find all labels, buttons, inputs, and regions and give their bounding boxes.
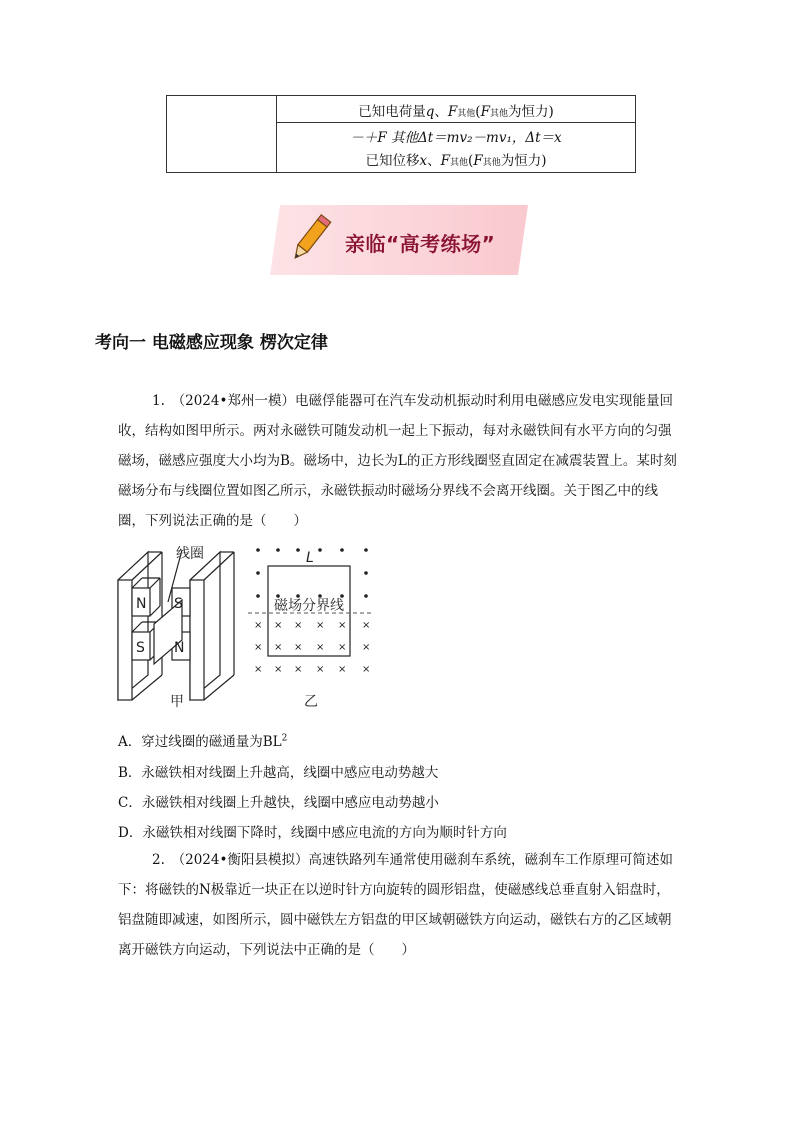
option-a: A．穿过线圈的磁通量为$BL^2$ [118,733,288,750]
svg-text:×: × [316,642,325,653]
svg-text:×: × [294,642,303,653]
field-crosses [254,620,370,675]
svg-text:×: × [274,642,283,653]
svg-text:×: × [316,664,325,675]
svg-text:×: × [362,642,371,653]
svg-text:×: × [254,620,263,631]
svg-text:×: × [294,620,303,631]
svg-text:×: × [338,620,347,631]
table-divider-horizontal [276,122,635,123]
question-1-stem: 1. （2024•郑州一模）电磁俘能器可在汽车发动机振动时利用电磁感应发电实现能量回收，结构如图甲所示。两对永磁铁可随发动机一起上下振动，每对永磁铁间有水平方向的匀强磁场，磁感应强度大小均为B。磁场中，边长为L的正方形线圈竖直固定在减震装置上。某时刻磁场分布与线圈位置如图乙所示，永磁铁振动时磁场分界线不会离开线圈。关于图乙中的线圈，下列说法正确的是（ ） [118,393,677,529]
figure-a-magnets [118,550,234,700]
question-2-stem: 2. （2024•衡阳县模拟）高速铁路列车通常使用磁刹车系统，磁刹车工作原理可简述如下：将磁铁的N极靠近一块正在以逆时针方向旋转的圆形铝盘，使磁感线总垂直射入铝盘时，铝盘随即减速，如图所示，圆中磁铁左方铝盘的甲区域朝磁铁方向运动，磁铁右方的乙区域朝离开磁铁方向运动，下列说法中正确的是（ ） [118,852,673,958]
section-heading: 考向一 电磁感应现象 楞次定律 [95,333,328,353]
option-d: D．永磁铁相对线圈下降时，线圈中感应电流的方向为顺时针方向 [118,825,507,841]
svg-text:×: × [254,642,263,653]
magnet-label-s-left: S [136,640,145,656]
banner-title: 亲临“高考练场” [345,232,496,256]
figure-b-label: 乙 [304,694,318,710]
summary-table [166,95,636,173]
svg-text:×: × [316,620,325,631]
svg-text:×: × [362,620,371,631]
table-cell-row2: －＋F 其他Δt＝mv₂－mv₁，Δt＝x [350,130,562,146]
svg-text:×: × [362,664,371,675]
question-1-figure [108,540,398,720]
svg-text:×: × [274,620,283,631]
svg-text:×: × [338,642,347,653]
table-cell-row3: 已知位移x、F其他(F其他为恒力) [365,153,547,169]
figure-a-label: 甲 [170,694,184,710]
magnet-label-n-right: N [174,640,185,656]
boundary-label: 磁场分界线 [274,598,344,614]
table-cell-row1: 已知电荷量q、F其他(F其他为恒力) [358,104,554,120]
option-c: C．永磁铁相对线圈上升越快，线圈中感应电动势越小 [118,795,439,811]
svg-text:×: × [294,664,303,675]
magnet-label-s-right: S [174,596,183,612]
svg-text:×: × [274,664,283,675]
magnet-label-n-left: N [136,596,147,612]
svg-text:×: × [254,664,263,675]
svg-text:×: × [338,664,347,675]
option-b: B．永磁铁相对线圈上升越高，线圈中感应电动势越大 [118,765,439,781]
coil-label: 线圈 [176,546,204,562]
side-length-label: L [306,550,314,566]
